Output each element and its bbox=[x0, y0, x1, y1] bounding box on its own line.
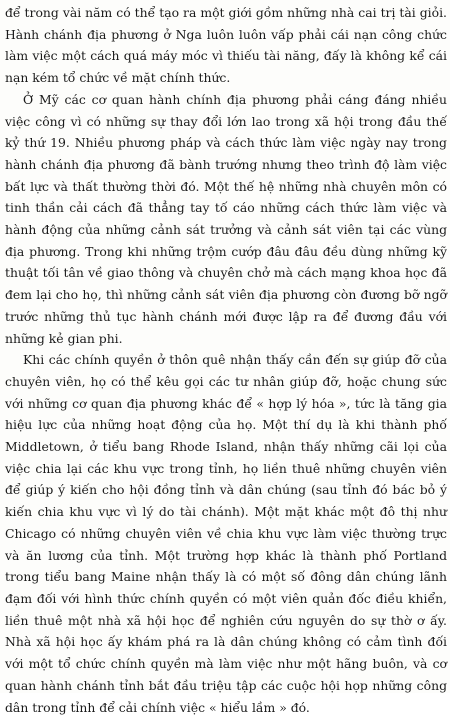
body-text bbox=[5, 2, 447, 718]
paragraph-rural-experts: Khi các chính quyền ở thôn quê nhận thấy cần đến sự giúp đỡ của chuyên viên, họ có thể kêu gọi các tư nhân giúp đỡ, hoặc chung sức với những cơ quan địa phương khác để « hợp lý hóa », tức là tăng gia hiệu lực của những hoạt động của họ. Một thí dụ là khi thành phố Middletown, ở tiểu bang Rhode Island, nhận thấy những cãi lọi của việc chia lại các khu vực trong tỉnh, họ liền thuê những chuyên viên để giúp ý kiến cho hội đồng tỉnh và dân chúng (sau tỉnh đó bác bỏ ý kiến chia khu vực vì lý do tài chánh). Một mặt khác một đô thị như Chicago có những chuyên viên về chia khu vực làm việc thường trực và ăn lương của tỉnh. Một trường hợp khác là thành phố Portland trong tiểu bang Maine nhận thấy là có một số đông dân chúng lãnh đạm đối với hình thức chính quyền có một viên quản đốc điều khiển, liền thuê một nhà xã hội học để nghiên cứu nguyên do sự thờ ơ ấy. Nhà xã hội học ấy khám phá ra là dân chúng không có cảm tình đối với một tổ chức chính quyền mà làm việc như một hãng buôn, và cơ quan hành chánh tỉnh bắt đầu triệu tập các cuộc hội họp những công dân trong tỉnh để cải chính việc « hiểu lầm » đó. bbox=[5, 352, 447, 715]
paragraph-us-local-administration: Ở Mỹ các cơ quan hành chính địa phương phải cáng đáng nhiều việc công vì có những sự thay đổi lớn lao trong xã hội trong đầu thế kỷ thứ 19. Nhiều phương pháp và cách thức làm việc ngày nay trong hành chánh địa phương đã bành trướng nhưng theo trình độ làm việc bất lực và thất thường thời đó. Một thế hệ những nhà chuyên môn có tinh thần cải cách đã thẳng tay tố cáo những cách thức làm việc và hành động của những cảnh sát trưởng và cảnh sát viên tại các vùng địa phương. Trong khi những trộm cướp đâu đâu đều dùng những kỹ thuật tối tân về giao thông và chuyên chở mà cách mạng khoa học đã đem lại cho họ, thì những cảnh sát viên địa phương còn đương bỡ ngỡ trước những thủ tục hành chánh mới được lập ra để đương đầu với những kẻ gian phi. bbox=[5, 91, 447, 346]
paragraph-continuation: để trong vài năm có thể tạo ra một giới gồm những nhà cai trị tài giỏi. Hành chánh địa phương ở Nga luôn luôn vấp phải cái nạn công chức làm việc một cách quá máy móc vì thiếu tài năng, đấy là không kể cái nạn kém tổ chức về mặt chính thức. bbox=[5, 5, 447, 86]
